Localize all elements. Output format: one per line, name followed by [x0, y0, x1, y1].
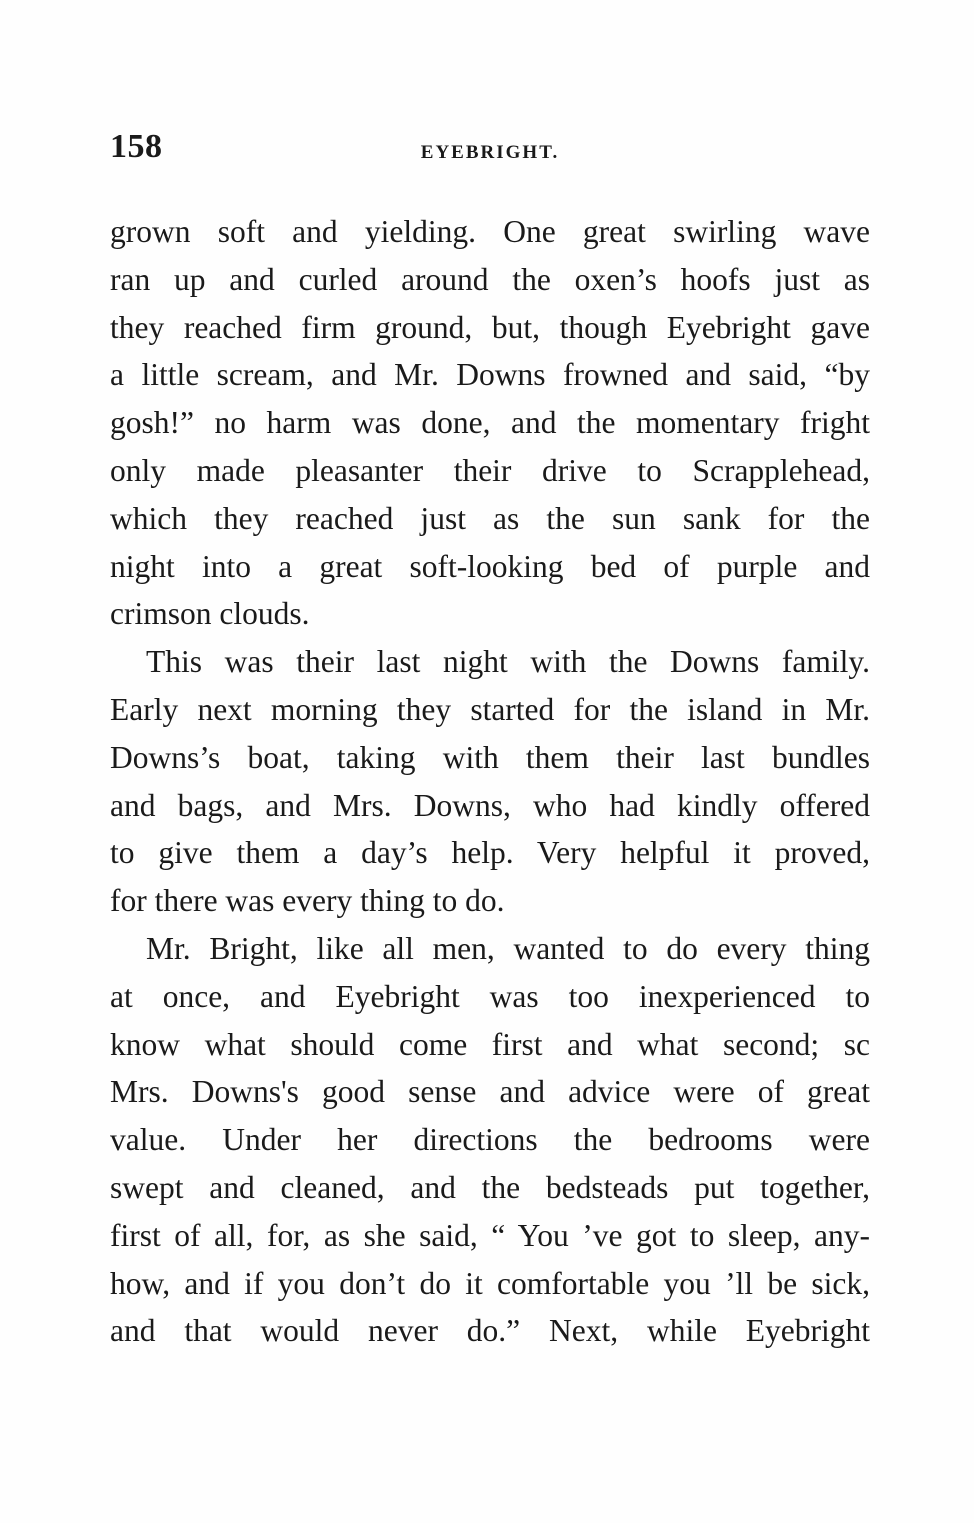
text-line: know what should come first and what second; sc [110, 1026, 870, 1062]
paragraph-2 [110, 638, 870, 925]
text-line: grown soft and yielding. One great swirling wave [110, 214, 870, 249]
page-number: 158 [110, 128, 163, 165]
text-line: gosh!” no harm was done, and the momentary fright [110, 405, 870, 441]
text-line: a little scream, and Mr. Downs frowned and said, “by [110, 357, 870, 393]
text-line: swept and cleaned, and the bedsteads put together, [110, 1169, 870, 1205]
text-line: ran up and curled around the oxen’s hoofs just as [110, 261, 870, 297]
running-head: EYEBRIGHT. [420, 142, 560, 163]
text-line: which they reached just as the sun sank for the [110, 500, 870, 536]
paragraph-3 [110, 925, 870, 1355]
body-text [110, 208, 870, 1355]
text-line: Mrs. Downs's good sense and advice were of great [110, 1074, 870, 1110]
text-line: at once, and Eyebright was too inexperienced to [110, 978, 870, 1014]
text-line: first of all, for, as she said, “ You ’ve got to sleep, any- [110, 1217, 870, 1253]
text-line: and that would never do.” Next, while Eyebright [110, 1313, 870, 1349]
text-line: for there was every thing to do. [110, 883, 505, 919]
text-line: how, and if you don’t do it comfortable you ’ll be sick, [110, 1265, 870, 1301]
text-line: to give them a day’s help. Very helpful it proved, [110, 835, 870, 871]
text-line: This was their last night with the Downs family. [146, 644, 870, 680]
text-line: value. Under her directions the bedrooms were [110, 1122, 870, 1158]
paragraph-1 [110, 208, 870, 638]
page-header [110, 128, 870, 176]
text-line: and bags, and Mrs. Downs, who had kindly offered [110, 787, 870, 823]
text-line: Downs’s boat, taking with them their last bundles [110, 739, 870, 775]
text-line: Early next morning they started for the island in Mr. [110, 691, 870, 727]
text-line: Mr. Bright, like all men, wanted to do every thing [146, 930, 870, 966]
text-line: crimson clouds. [110, 596, 310, 632]
text-line: they reached firm ground, but, though Eyebright gave [110, 309, 870, 345]
text-line: night into a great soft-looking bed of purple and [110, 548, 870, 584]
text-line: only made pleasanter their drive to Scrapplehead, [110, 452, 870, 488]
